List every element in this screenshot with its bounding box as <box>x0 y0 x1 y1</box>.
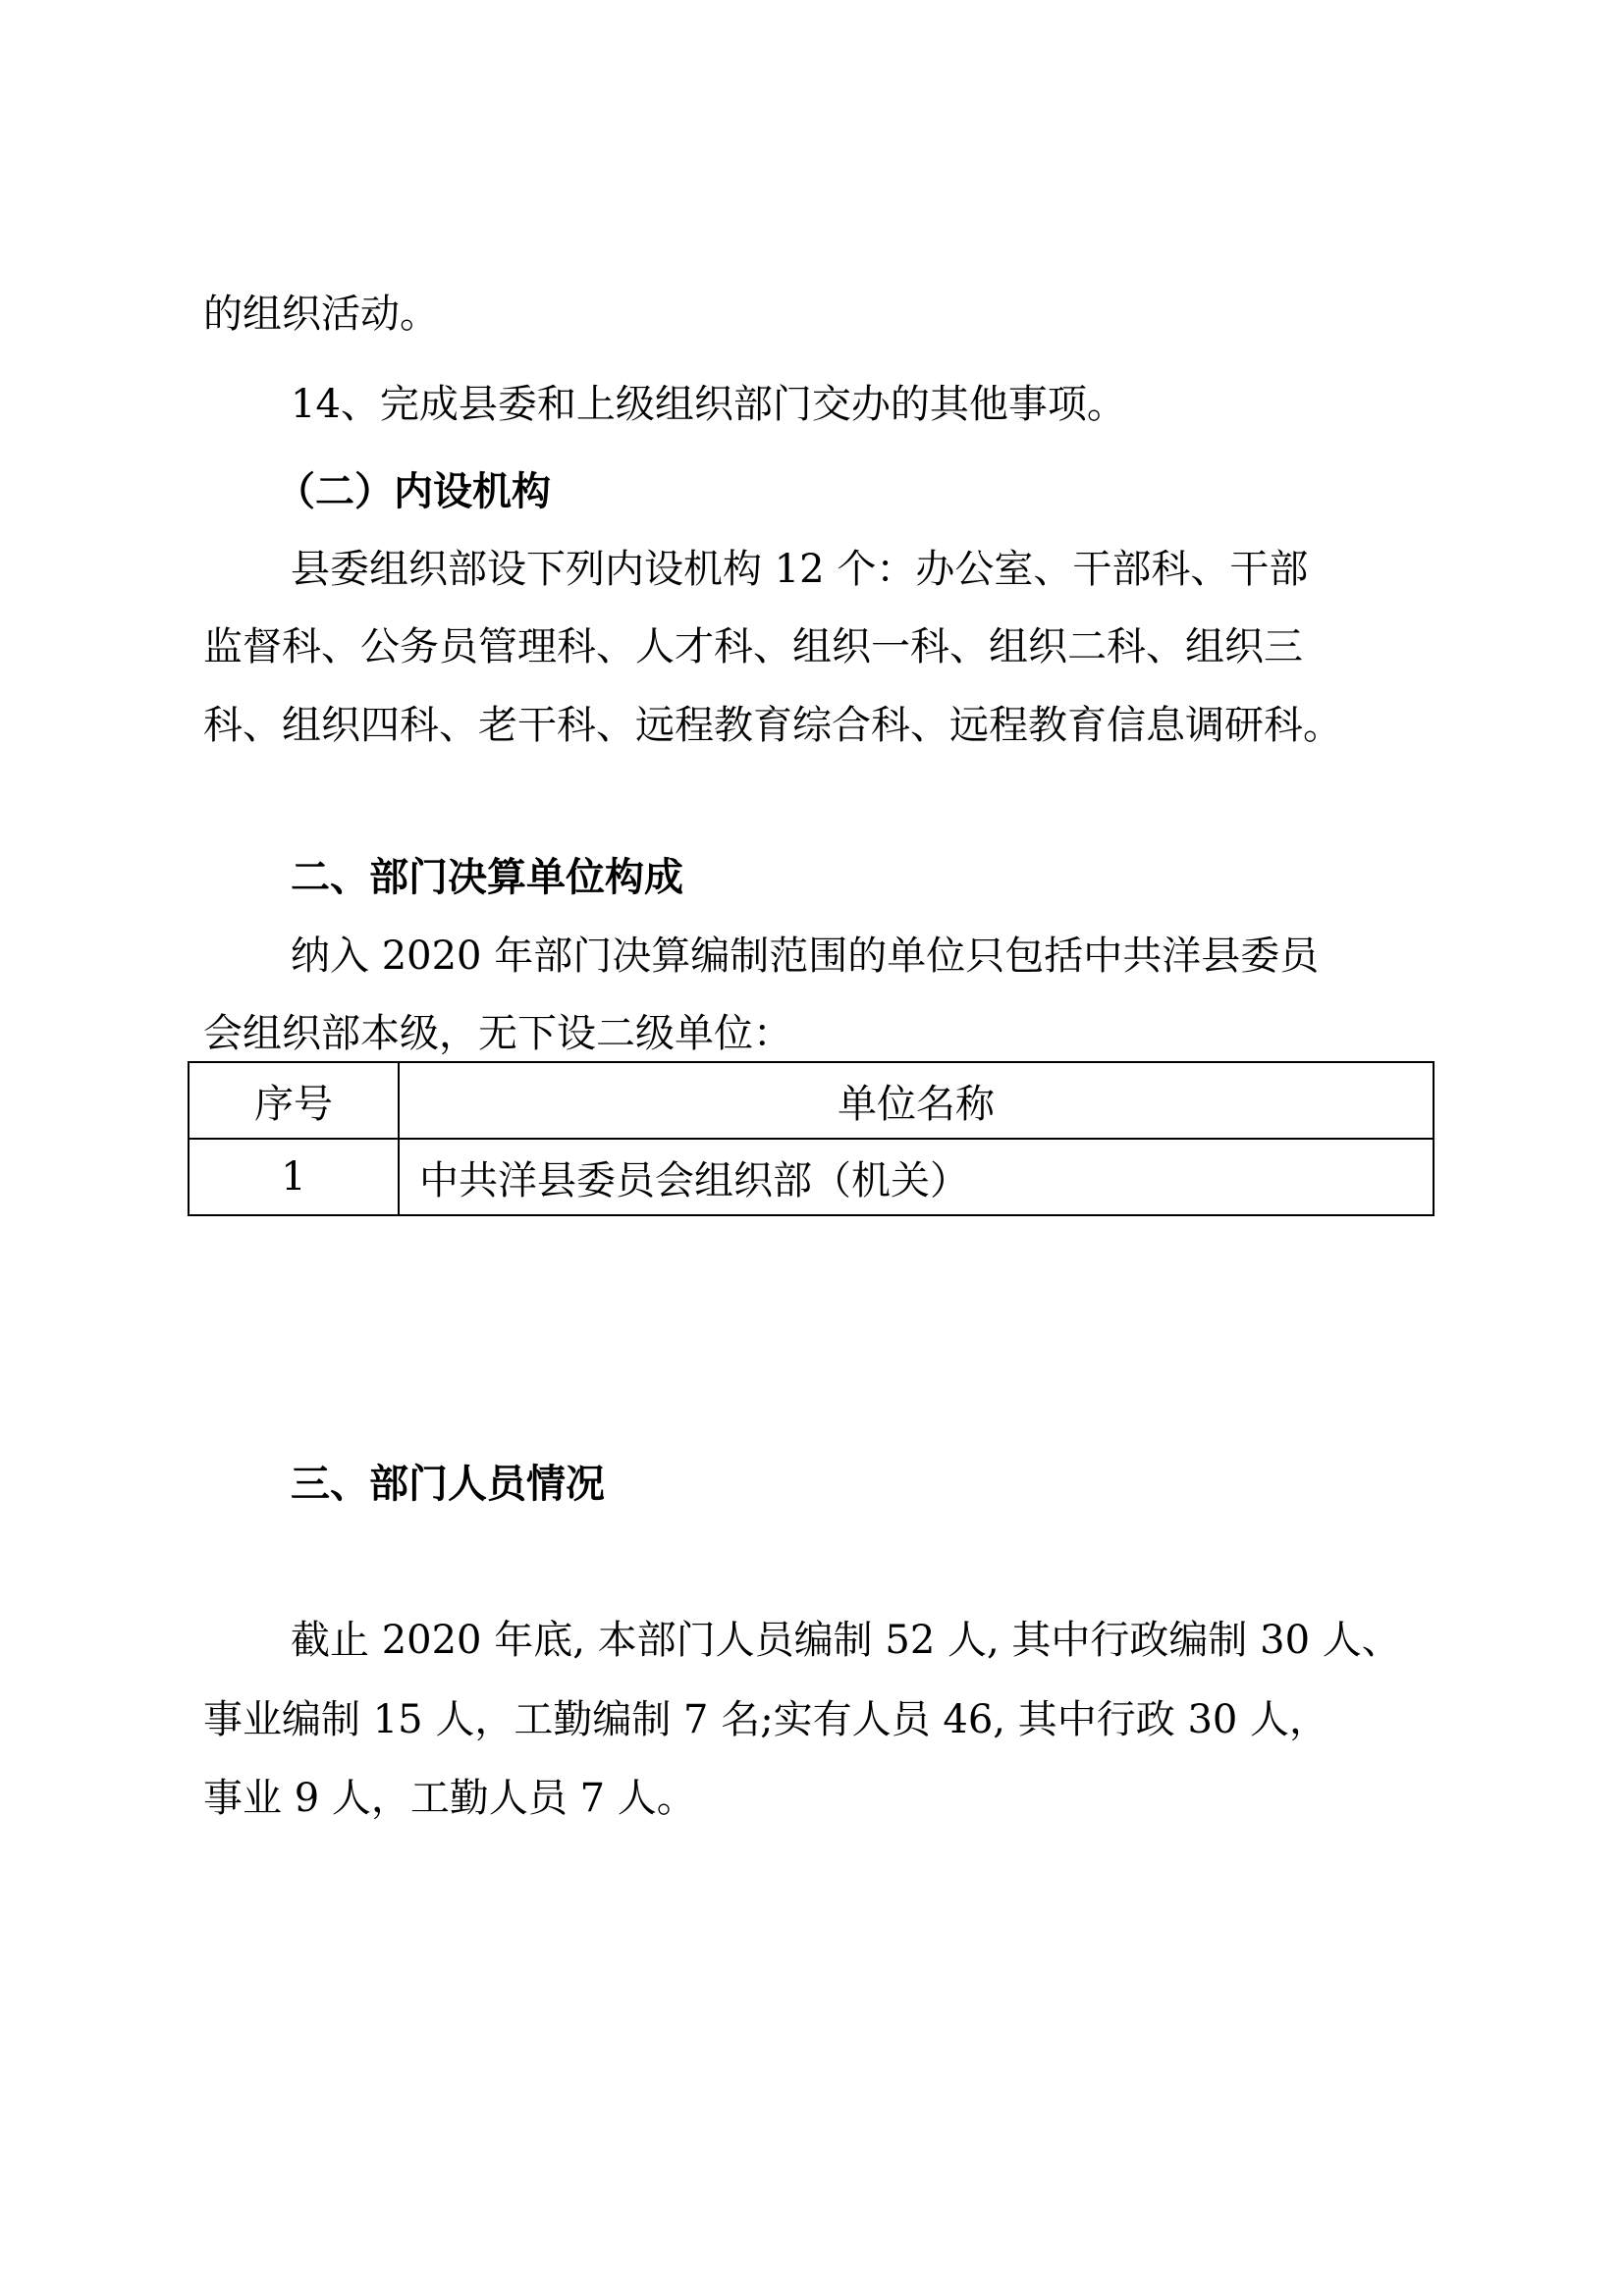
body-text-line: 截止 2020 年底, 本部门人员编制 52 人, 其中行政编制 30 人、 <box>291 1618 1401 1663</box>
table-header-row <box>189 1062 1434 1139</box>
body-text-line: 事业 9 人，工勤人员 7 人。 <box>203 1776 696 1821</box>
body-text-line: 14、完成县委和上级组织部门交办的其他事项。 <box>291 382 1126 427</box>
body-text-line: 纳入 2020 年部门决算编制范围的单位只包括中共洋县委员 <box>291 934 1320 979</box>
section-heading: 二、部门决算单位构成 <box>291 854 683 900</box>
subsection-heading: （二）内设机构 <box>276 468 551 514</box>
table-cell-index: 1 <box>189 1139 399 1215</box>
body-text-line: 会组织部本级，无下设二级单位： <box>203 1011 792 1056</box>
column-header-index: 序号 <box>189 1062 399 1139</box>
body-text-line: 监督科、公务员管理科、人才科、组织一科、组织二科、组织三 <box>203 624 1303 669</box>
body-text-line: 科、组织四科、老干科、远程教育综合科、远程教育信息调研科。 <box>203 703 1342 748</box>
body-text-line: 县委组织部设下列内设机构 12 个：办公室、干部科、干部 <box>291 547 1309 592</box>
table-cell-unit-name: 中共洋县委员会组织部（机关） <box>399 1139 1434 1215</box>
section-heading: 三、部门人员情况 <box>291 1461 605 1507</box>
table-row <box>189 1139 1434 1215</box>
column-header-unit-name: 单位名称 <box>399 1062 1434 1139</box>
body-text-line: 事业编制 15 人，工勤编制 7 名;实有人员 46, 其中行政 30 人， <box>203 1697 1329 1742</box>
body-text-line: 的组织活动。 <box>203 292 439 337</box>
unit-table <box>188 1061 1435 1216</box>
